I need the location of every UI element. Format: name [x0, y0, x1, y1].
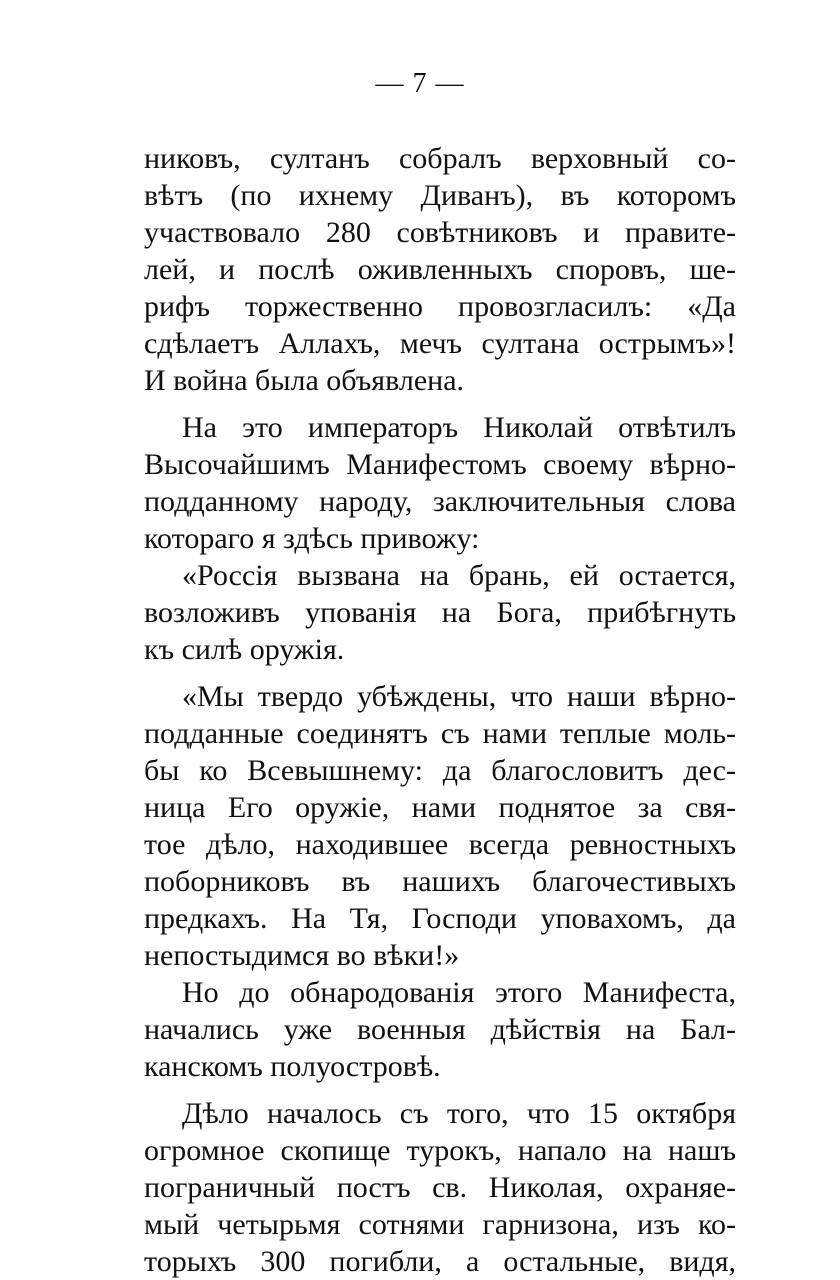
text-line: поборниковъ въ нашихъ благочестивыхъ — [144, 865, 736, 898]
text-line: рифъ торжественно провозгласилъ: «Да — [144, 290, 736, 323]
text-line: сдѣлаетъ Аллахъ, мечъ султана острымъ»! — [144, 327, 736, 360]
paragraph-sultan-council — [144, 140, 736, 399]
text-line: котораго я здѣсь привожу: — [144, 522, 480, 555]
text-line: Но до обнародованія этого Манифеста, — [182, 976, 736, 1009]
text-line: Дѣло началось съ того, что 15 октября — [182, 1097, 736, 1130]
text-line: лей, и послѣ оживленныхъ споровъ, ше- — [144, 253, 736, 286]
text-line: подданные соединятъ съ нами теплые моль- — [144, 717, 736, 750]
text-line: участвовало 280 совѣтниковъ и правите- — [144, 216, 736, 249]
text-line: начались уже военныя дѣйствія на Бал- — [144, 1013, 736, 1046]
body-text — [144, 140, 736, 1280]
paragraph-military-actions — [144, 974, 736, 1085]
text-line: Высочайшимъ Манифестомъ своему вѣрно- — [144, 448, 736, 481]
text-line: вѣтъ (по ихнему Диванъ), въ которомъ — [144, 179, 736, 212]
text-line: канскомъ полуостровѣ. — [144, 1050, 441, 1083]
text-line: «Мы твердо убѣждены, что наши вѣрно- — [182, 680, 736, 713]
paragraph-manifesto-quote-1 — [144, 557, 736, 668]
text-line: ница Его оружіе, нами поднятое за свя- — [144, 791, 736, 824]
text-line: тое дѣло, находившее всегда ревностныхъ — [144, 828, 736, 861]
text-line: пограничный постъ св. Николая, охраняе- — [144, 1171, 736, 1204]
text-line: непостыдимся во вѣки!» — [144, 939, 460, 972]
text-line: къ силѣ оружія. — [144, 633, 345, 666]
text-line: огромное скопище турокъ, напало на нашъ — [144, 1134, 736, 1167]
text-line: предкахъ. На Тя, Господи уповахомъ, да — [144, 902, 736, 935]
page-number: — 7 — — [375, 68, 465, 99]
text-line: бы ко Всевышнему: да благословитъ дес- — [144, 754, 736, 787]
text-line: «Россія вызвана на брань, ей остается, — [182, 559, 736, 592]
text-line: На это императоръ Николай отвѣтилъ — [182, 411, 736, 444]
text-line: торыхъ 300 погибли, а остальные, видя, — [144, 1245, 736, 1278]
paragraph-emperor-reply — [144, 409, 736, 557]
paragraph-october-attack — [144, 1095, 736, 1280]
text-line: мый четырьмя сотнями гарнизона, изъ ко- — [144, 1208, 736, 1241]
text-line: возложивъ упованія на Бога, прибѣгнуть — [144, 596, 736, 629]
text-line: И война была объявлена. — [144, 364, 465, 397]
paragraph-manifesto-quote-2 — [144, 678, 736, 974]
text-line: никовъ, султанъ собралъ верховный со- — [144, 142, 736, 175]
text-line: подданному народу, заключительныя слова — [144, 485, 736, 518]
